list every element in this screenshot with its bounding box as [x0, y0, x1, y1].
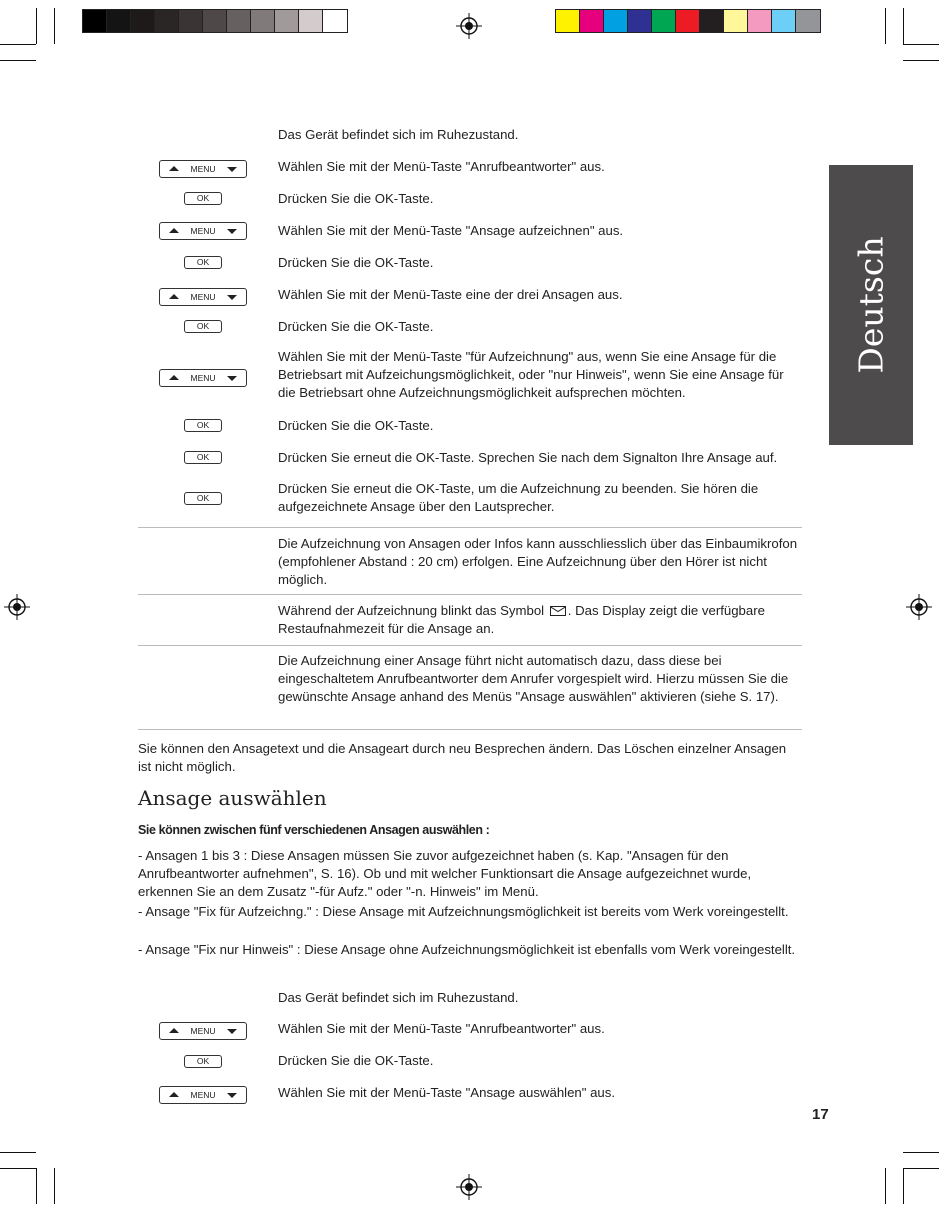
step-text: Wählen Sie mit der Menü-Taste "Ansage aufzeichnen" aus. — [278, 223, 624, 238]
menu-key-icon — [159, 288, 247, 306]
grayscale-color-bar — [82, 9, 348, 33]
color-swatch — [676, 10, 700, 32]
color-swatch — [700, 10, 724, 32]
color-swatch — [251, 10, 275, 32]
process-color-bar — [555, 9, 821, 33]
envelope-icon — [550, 606, 566, 616]
step-text: Drücken Sie die OK-Taste. — [278, 1053, 434, 1068]
color-swatch — [580, 10, 604, 32]
crop-mark — [0, 44, 36, 45]
color-swatch — [772, 10, 796, 32]
ok-key-icon: OK — [184, 451, 222, 464]
ok-key-icon: OK — [184, 192, 222, 205]
step-text: Drücken Sie die OK-Taste. — [278, 255, 434, 270]
color-swatch — [652, 10, 676, 32]
menu-key-icon — [159, 369, 247, 387]
menu-key-label: MENU — [190, 1026, 216, 1036]
ok-key-icon: OK — [184, 320, 222, 333]
menu-key-icon — [159, 222, 247, 240]
menu-key-icon — [159, 1022, 247, 1040]
color-swatch — [227, 10, 251, 32]
color-swatch — [155, 10, 179, 32]
bullet-3: - Ansage "Fix nur Hinweis" : Diese Ansage ohne Aufzeichnungsmöglichkeit ist ebenfalls vom Werk voreingestellt. — [138, 942, 796, 957]
color-swatch — [748, 10, 772, 32]
note-microphone: Die Aufzeichnung von Ansagen oder Infos kann ausschliesslich über das Einbaumikrofon (empfohlener Abstand : 20 cm) erfolgen. Eine Aufzeichnung über den Hörer ist nicht möglich. — [278, 536, 798, 587]
color-swatch — [323, 10, 347, 32]
crop-mark — [885, 8, 886, 44]
crop-mark — [903, 1152, 939, 1153]
step-text: Drücken Sie die OK-Taste. — [278, 191, 434, 206]
crop-mark — [0, 60, 36, 61]
color-swatch — [604, 10, 628, 32]
menu-key-label: MENU — [190, 292, 216, 302]
ok-key-icon: OK — [184, 492, 222, 505]
color-swatch — [724, 10, 748, 32]
step-text: Drücken Sie erneut die OK-Taste. Sprechen Sie nach dem Signalton Ihre Ansage auf. — [278, 450, 778, 465]
color-swatch — [556, 10, 580, 32]
color-swatch — [83, 10, 107, 32]
arrow-down-icon — [227, 167, 237, 172]
color-swatch — [299, 10, 323, 32]
step-text: Wählen Sie mit der Menü-Taste "für Aufzeichnung" aus, wenn Sie eine Ansage für die Betriebsart mit Aufzeichungsmöglichkeit, oder "nur Hinweis", wenn Sie eine Ansage für die Betriebsart ohne Aufzeichnungsmöglichkeit aufsprechen möchten. — [278, 349, 784, 400]
note-symbol-text-a: Während der Aufzeichnung blinkt das Symbol — [278, 603, 545, 618]
registration-mark-icon — [4, 594, 30, 620]
language-side-tab — [829, 165, 913, 445]
ok-key-icon: OK — [184, 1055, 222, 1068]
crop-mark — [36, 8, 37, 44]
step-text: Das Gerät befindet sich im Ruhezustand. — [278, 990, 519, 1005]
color-swatch — [203, 10, 227, 32]
menu-key-label: MENU — [190, 226, 216, 236]
crop-mark — [903, 1168, 904, 1204]
crop-mark — [903, 8, 904, 44]
registration-mark-icon — [906, 594, 932, 620]
page-number: 17 — [812, 1106, 829, 1123]
menu-key-label: MENU — [190, 373, 216, 383]
bullet-1: - Ansagen 1 bis 3 : Diese Ansagen müssen Sie zuvor aufgezeichnet haben (s. Kap. "Ansagen für den Anrufbeantworter aufnehmen", S. 16). Ob und mit welcher Funktionsart die Ansage aufgezeichnet wurde, erkennen Sie an dem Zusatz "-für Aufz." oder "-n. Hinweis" im Menü. — [138, 848, 752, 899]
color-swatch — [628, 10, 652, 32]
divider — [138, 645, 802, 646]
note-activation: Die Aufzeichnung einer Ansage führt nicht automatisch dazu, dass diese bei eingeschaltetem Anrufbeantworter dem Anrufer vorgespielt wird. Hierzu müssen Sie die gewünschte Ansage anhand des Menüs "Ansage auswählen" aktivieren (siehe S. 17). — [278, 653, 789, 704]
menu-key-label: MENU — [190, 164, 216, 174]
divider — [138, 729, 802, 730]
registration-mark-icon — [456, 1174, 482, 1200]
step-text: Wählen Sie mit der Menü-Taste "Ansage auswählen" aus. — [278, 1085, 616, 1100]
step-text: Das Gerät befindet sich im Ruhezustand. — [278, 127, 519, 142]
section-title: Ansage auswählen — [138, 786, 327, 810]
menu-key-label: MENU — [190, 1090, 216, 1100]
crop-mark — [903, 44, 939, 45]
crop-mark — [36, 1168, 37, 1204]
color-swatch — [131, 10, 155, 32]
color-swatch — [275, 10, 299, 32]
crop-mark — [0, 1152, 36, 1153]
arrow-down-icon — [227, 376, 237, 381]
crop-mark — [903, 1168, 939, 1169]
step-text: Drücken Sie erneut die OK-Taste, um die Aufzeichnung zu beenden. Sie hören die aufgezeichnete Ansage über den Lautsprecher. — [278, 481, 759, 514]
arrow-down-icon — [227, 1029, 237, 1034]
arrow-down-icon — [227, 295, 237, 300]
intro-paragraph: Sie können den Ansagetext und die Ansageart durch neu Besprechen ändern. Das Löschen einzelner Ansagen ist nicht möglich. — [138, 741, 787, 774]
step-text: Drücken Sie die OK-Taste. — [278, 418, 434, 433]
subheading: Sie können zwischen fünf verschiedenen Ansagen auswählen : — [138, 823, 490, 837]
step-text: Drücken Sie die OK-Taste. — [278, 319, 434, 334]
step-text: Wählen Sie mit der Menü-Taste "Anrufbeantworter" aus. — [278, 1021, 605, 1036]
divider — [138, 594, 802, 595]
arrow-down-icon — [227, 1093, 237, 1098]
crop-mark — [885, 1168, 886, 1204]
color-swatch — [107, 10, 131, 32]
ok-key-icon: OK — [184, 419, 222, 432]
step-text: Wählen Sie mit der Menü-Taste eine der drei Ansagen aus. — [278, 287, 623, 302]
crop-mark — [903, 60, 939, 61]
color-swatch — [179, 10, 203, 32]
note-symbol — [278, 602, 803, 638]
crop-mark — [0, 1168, 36, 1169]
note-symbol-text-b: . Das Display zeigt die verfügbare Restaufnahmezeit für die Ansage an. — [278, 603, 765, 636]
arrow-down-icon — [227, 229, 237, 234]
crop-mark — [54, 1168, 55, 1204]
step-text: Wählen Sie mit der Menü-Taste "Anrufbeantworter" aus. — [278, 159, 605, 174]
color-swatch — [796, 10, 820, 32]
ok-key-icon: OK — [184, 256, 222, 269]
crop-mark — [54, 8, 55, 44]
divider — [138, 527, 802, 528]
side-tab-label: Deutsch — [851, 236, 891, 374]
menu-key-icon — [159, 1086, 247, 1104]
bullet-2: - Ansage "Fix für Aufzeichng." : Diese Ansage mit Aufzeichnungsmöglichkeit ist bereits vom Werk voreingestellt. — [138, 904, 789, 919]
menu-key-icon — [159, 160, 247, 178]
registration-mark-icon — [456, 13, 482, 39]
